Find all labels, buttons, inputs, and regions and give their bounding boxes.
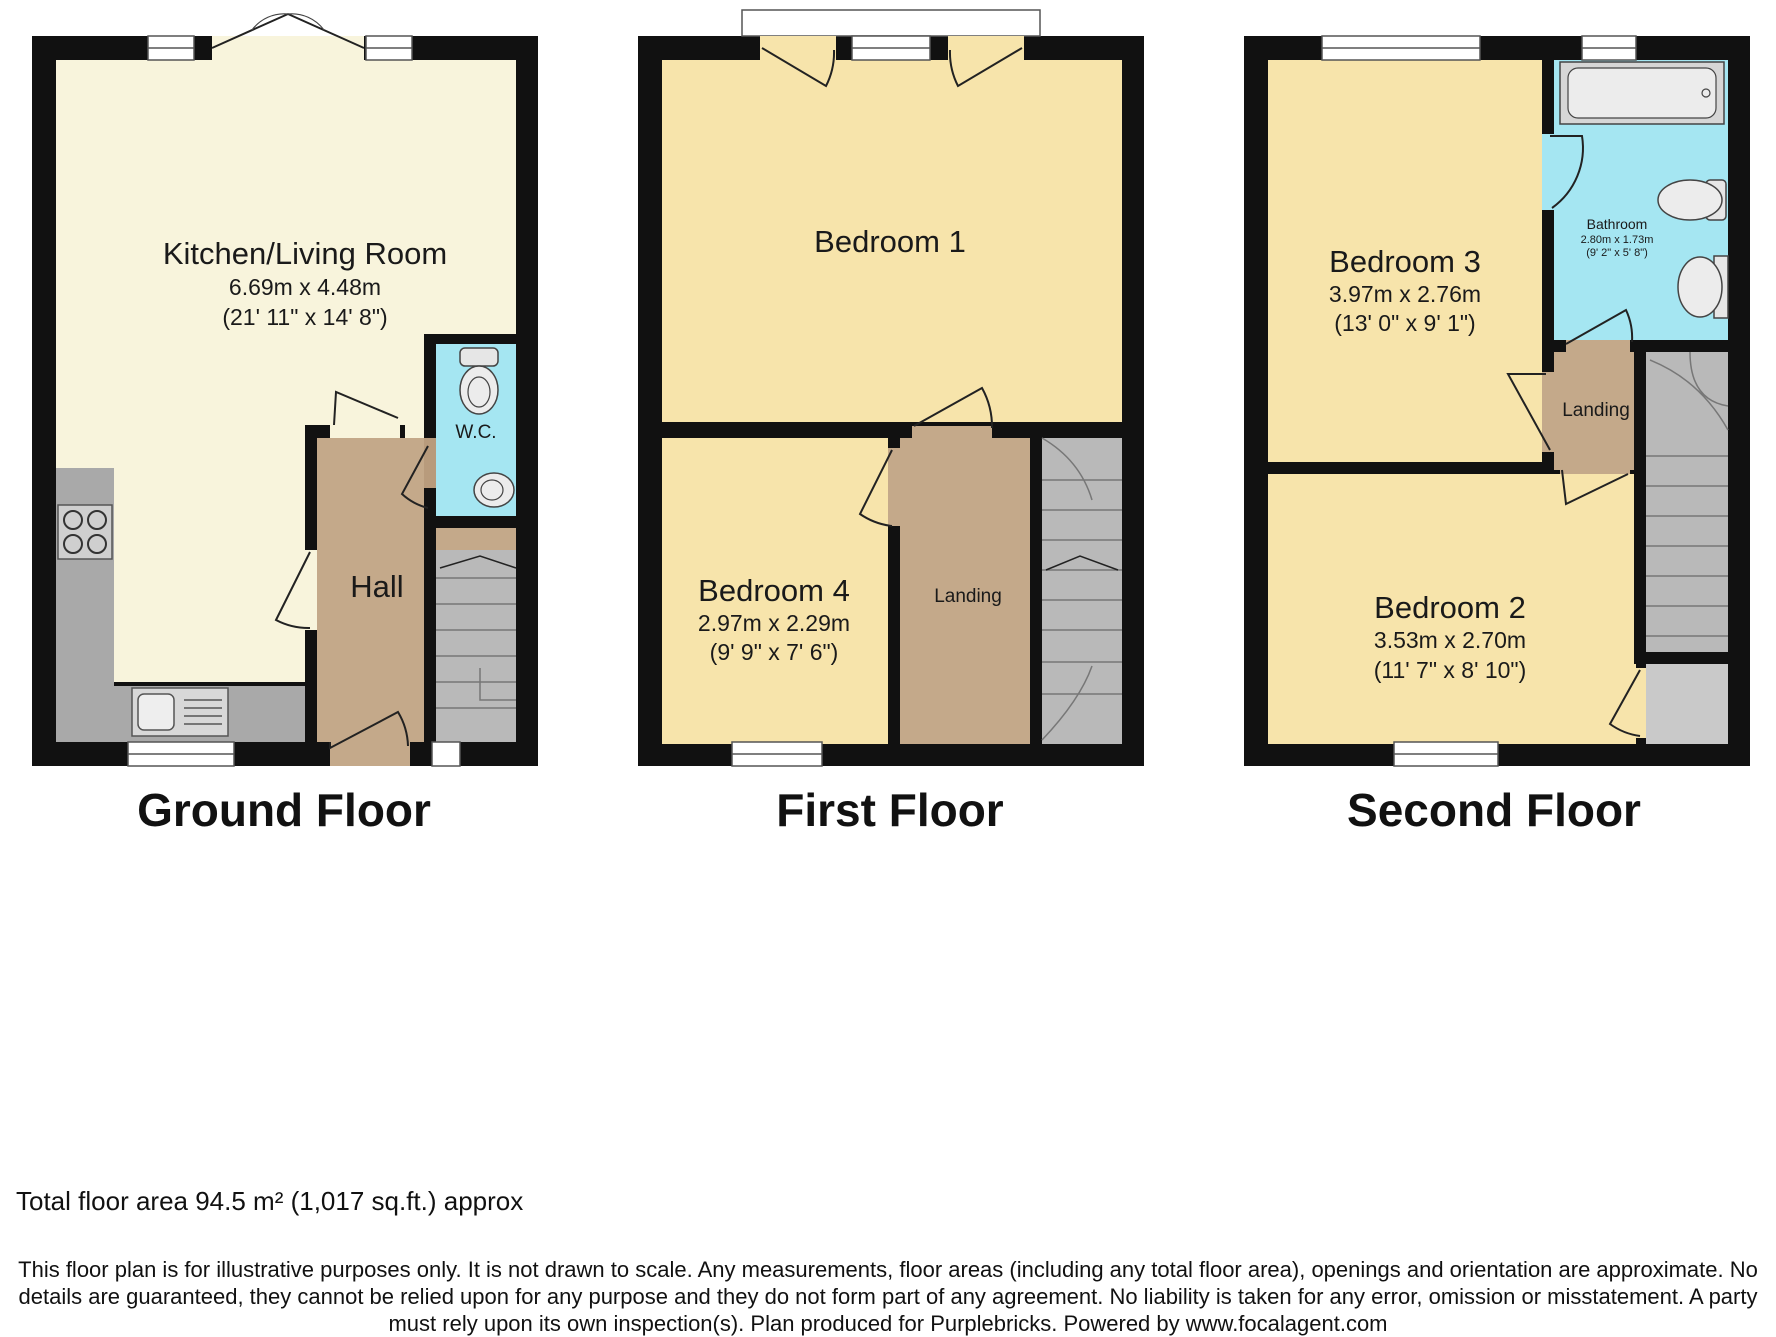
ground-floor-plan [32, 14, 538, 836]
bathroom-dimensions-metric: 2.80m x 1.73m [1580, 234, 1654, 246]
first-floor-title: First Floor [776, 784, 1004, 836]
balcony-door-opening [760, 36, 836, 60]
bedroom-2-dimensions-imperial: (11' 7" x 8' 10") [1373, 657, 1527, 683]
bedroom-3-dimensions-metric: 3.97m x 2.76m [1328, 281, 1482, 307]
bathroom-landing-opening [1566, 340, 1630, 352]
bathroom-door-opening [1542, 134, 1554, 210]
cupboard-wall [1634, 652, 1728, 664]
bedroom-3-label: Bedroom 3 [1329, 244, 1481, 279]
bedroom-1-door-opening [912, 426, 992, 438]
stair-rail-wall [1030, 438, 1042, 666]
stair-landing [436, 528, 516, 550]
bath-icon [1560, 62, 1724, 124]
wc-doorway [424, 438, 436, 488]
ground-staircase [436, 528, 516, 742]
stair-rail-wall [1634, 352, 1646, 662]
kitchen-living-room-label: Kitchen/Living Room [162, 236, 448, 271]
bedroom-1-label: Bedroom 1 [814, 224, 966, 259]
first-staircase [1042, 438, 1122, 744]
front-door-opening [330, 742, 410, 766]
french-door-opening [212, 36, 364, 60]
sink-icon [132, 688, 228, 736]
second-landing-label: Landing [1562, 400, 1630, 421]
first-landing-label: Landing [934, 586, 1002, 607]
total-floor-area: Total floor area 94.5 m² (1,017 sq.ft.) approx [16, 1186, 524, 1216]
toilet-icon [1658, 180, 1726, 220]
kitchen-door-opening [330, 425, 400, 438]
window-icon [432, 742, 460, 766]
wc-south-wall [424, 516, 518, 528]
wc-label: W.C. [455, 422, 497, 443]
hall-side-opening [305, 550, 317, 630]
bedroom-4-label: Bedroom 4 [698, 573, 850, 608]
ground-floor-title: Ground Floor [137, 784, 431, 836]
balcony-door-opening [948, 36, 1024, 60]
bathroom-dimensions-imperial: (9' 2" x 5' 8") [1586, 247, 1648, 259]
kitchen-living-room-dimensions-imperial: (21' 11" x 14' 8") [222, 304, 388, 330]
second-floor-title: Second Floor [1347, 784, 1641, 836]
kitchen-living-room-dimensions-metric: 6.69m x 4.48m [228, 274, 382, 300]
basin-icon [1678, 256, 1728, 318]
toilet-icon [460, 348, 498, 414]
bedroom-2-door-opening [1560, 462, 1630, 474]
bathroom-label: Bathroom [1586, 216, 1648, 232]
bedroom-4-dimensions-imperial: (9' 9" x 7' 6") [709, 639, 839, 665]
wc-north-wall [424, 334, 518, 344]
juliet-balcony [742, 10, 1040, 36]
disclaimer-text: This floor plan is for illustrative purposes only. It is not drawn to scale. Any measurements, floor areas (including any total floor area), openings and orientation are approximate. No details are guaranteed, they cannot be relied upon for any purpose and they do not form part of any agreement. No liability is taken for any error, omission or misstatement. A party must rely upon its own inspection(s). Plan produced for Purplebricks. Powered by www.focalagent.com [18, 1257, 1758, 1336]
wc-west-wall [424, 334, 436, 438]
second-staircase [1646, 352, 1728, 652]
bedroom-4-door-opening [888, 448, 900, 526]
bedroom-2-dimensions-metric: 3.53m x 2.70m [1373, 627, 1527, 653]
basin-icon [474, 473, 514, 507]
bedroom-3-dimensions-imperial: (13' 0" x 9' 1") [1334, 310, 1476, 336]
storage-cupboard [1646, 664, 1728, 744]
bedroom-2-label: Bedroom 2 [1374, 590, 1526, 625]
bedroom-4-dimensions-metric: 2.97m x 2.29m [697, 610, 851, 636]
hall-label: Hall [350, 569, 404, 604]
second-floor-plan [1244, 36, 1750, 836]
